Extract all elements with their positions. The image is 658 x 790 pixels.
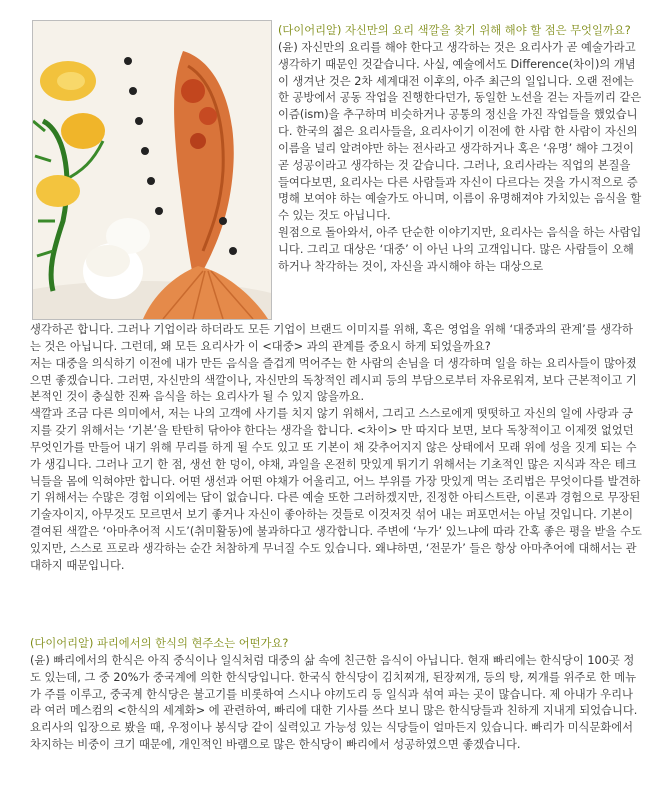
section2-answer: (윤) 빠리에서의 한식은 아직 중식이나 일식처럼 대중의 삶 속에 친근한 음식이 아닙니다. 현재 빠리에는 한식당이 100곳 정도 있는데, 그 중 20%가 중국계에 의한 한식당입니다. 한국식 한식당이 김치찌개, 된장찌개, 등의 탕, 찌개를 위주로 한 메뉴가 주를 이루고, 중국계 한식당은 불고기를 비롯하여 스시나 야끼도리 등 일식과 섞여 파는 곳이 많습니다. 제 아내가 우리나라 여러 메스컴의 <한식의 세계화> 에 관련하여, 빠리에 대한 기사를 쓰다 보니 많은 한식당들과 친하게 지내게 되었습니다. 요리사의 입장으로 봤을 때, 우정이나 봉식당 같이 실력있고 가능성 있는 식당들이 얼마든지 있습니다. 빠리가 미식문화에서 차지하는 비중이 크기 때문에, 개인적인 바램으로 많은 한식당이 빠리에서 성공하였으면 좋겠습니다. <box>30 653 638 752</box>
dish-photo <box>32 20 272 320</box>
section1-paragraph: 색깔과 조금 다른 의미에서, 저는 나의 고객에 사기를 치지 않기 위해서, 그리고 스스로에게 떳떳하고 자신의 일에 사랑과 긍지를 갖기 위해서는 ‘기본’을 탄탄히 닦아야 한다는 생각을 합니다. <차이> 만 따지다 보면, 보다 독창적이고 이제껏 없었던 무엇인가를 만들어 내기 위해 무리를 하게 될 수도 있고 또 기본이 채 갖추어지지 않은 상태에서 모래 위에 성을 짓게 되는 수가 생깁니다. 그러나 고기 한 점, 생선 한 덩이, 야채, 과일을 온전히 맛있게 튀기기 위해서는 기초적인 많은 지식과 작은 테크닉들을 몸에 익혀야만 합니다. 어떤 생선과 어떤 야채가 어울리고, 어느 부위를 가장 맛있게 먹는 조리법은 무엇이다를 발견하기 위해서는 수많은 경험 이외에는 답이 없습니다. 다른 예술 또한 그러하겠지만, 진정한 아티스트란, 이론과 경험으로 무장된 기술자이지, 아무것도 모르면서 보기 좋거나 자신이 좋아하는 것들로 이것저것 섞어 내는 퍼포먼서는 아닐 것입니다. 기본이 결여된 색깔은 ‘아마추어적 시도’(취미활동)에 불과하다고 생각합니다. 주변에 ‘누가’ 있느냐에 따라 간혹 좋은 평을 받을 수도 있지만, 스스로 프로라 생각하는 순간 처참하게 무너질 수도 있습니다. 왜냐하면, ‘전문가’ 들은 항상 아마추어에 대해서는 관대하지 때문입니다. <box>30 407 642 572</box>
section1-full-width-text <box>30 322 643 575</box>
section1-paragraph: 저는 대중을 의식하기 이전에 내가 만든 음식을 즐겁게 먹어주는 한 사람의 손님을 더 생각하며 일을 하는 요리사들이 많아졌으면 좋겠습니다. 그러면, 자신만의 색깔이나, 자신만의 독창적인 레시피 등의 부담으로부터 자유로워져, 보다 근본적이고 기본적인 것이 충실한 진짜 음식을 하는 요리사가 될 수 있지 않을까요. <box>30 356 637 404</box>
section2 <box>30 636 643 754</box>
section1-answer-paragraph: (윤) 자신만의 요리를 해야 한다고 생각하는 것은 요리사가 곧 예술가라고 생각하기 때문인 것같습니다. 사실, 예술에서도 Difference(차이)의 개념이 생겨난 것은 2차 세계대전 이후의, 아주 최근의 일입니다. 오랜 전에는 한 공방에서 공동 작업을 진행한다던가, 동일한 노선을 걷는 자들끼리 같은 이즘(ism)을 추구하며 비슷하거나 공통의 정신을 가진 작업들을 했었습니다. 한국의 젊은 요리사들을, 요리사이기 이전에 한 사람 한 사람이 자신의 이름을 널리 알려야만 하는 전사라고 생각하거나 혹은 ‘유명’ 해야 그것이 곧 성공이라고 생각하는 것 같습니다. 그러나, 요리사라는 직업의 본질을 들여다보면, 요리사는 다른 사람들과 자신이 다르다는 것을 가시적으로 증명해 보여야 하는 예술가도 아니며, 이름이 유명해져야 가치있는 음식을 할 수 있는 것도 아닙니다. <box>278 40 642 223</box>
section2-question: (다이어리알) 파리에서의 한식의 현주소는 어떤가요? <box>30 637 289 650</box>
section1-right-column <box>278 23 643 276</box>
section1-question: (다이어리알) 자신만의 요리 색깔을 찾기 위해 해야 할 점은 무엇일까요? <box>278 24 631 37</box>
section1-answer-paragraph-2: 원점으로 돌아와서, 아주 단순한 이야기지만, 요리사는 음식을 하는 사람입니다. 그리고 대상은 ‘대중’ 이 아닌 나의 고객입니다. 많은 사람들이 오해하거나 착각하는 것이, 자신을 과시해야 하는 대상으로 <box>278 226 642 273</box>
section1-paragraph: 생각하곤 합니다. 그러나 기업이라 하더라도 모든 기업이 브랜드 이미지를 위해, 혹은 영업을 위해 ‘대중과의 관계’를 생각하는 것은 아닙니다. 그런데, 왜 모든 요리사가 이 <대중> 과의 관계를 중요시 하게 되었을까요? <box>30 323 633 353</box>
